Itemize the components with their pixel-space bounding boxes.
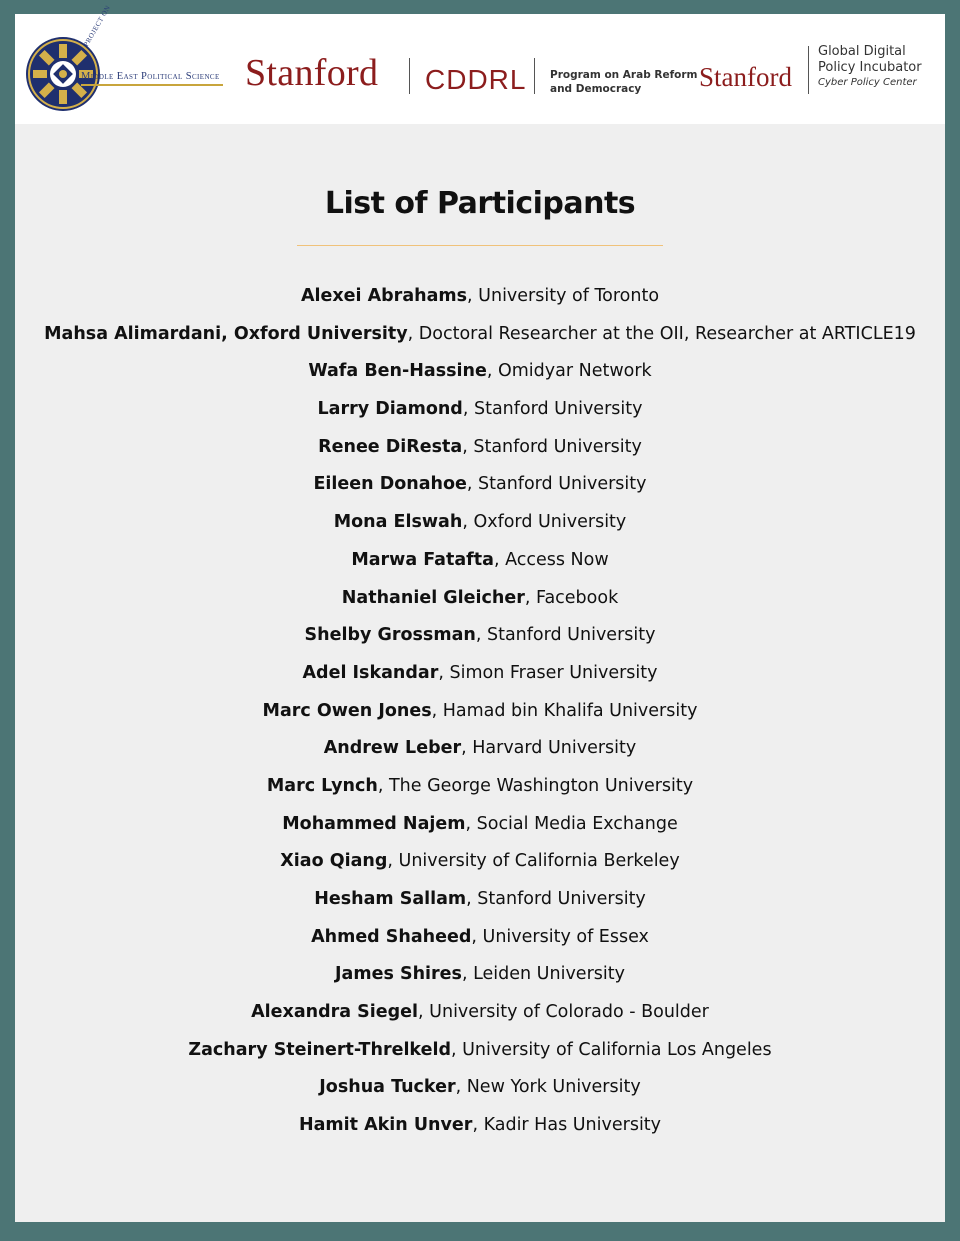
logo-divider <box>534 58 535 94</box>
participant-item <box>15 359 945 397</box>
parp-line-2: and Democracy <box>550 83 642 95</box>
gdpi-line-3: Cyber Policy Center <box>818 77 917 88</box>
parp-line-1: Program on Arab Reform <box>550 69 698 81</box>
participant-name: Adel Iskandar <box>302 662 439 683</box>
participant-affiliation: , Facebook <box>524 587 619 608</box>
participant-name: Ahmed Shaheed <box>311 926 472 947</box>
participant-item <box>15 510 945 548</box>
participant-name: Eileen Donahoe <box>313 474 467 495</box>
participant-item <box>15 322 945 360</box>
participant-name: Wafa Ben-Hassine <box>308 361 487 382</box>
pomeps-project-on: PROJECT ON <box>82 3 113 48</box>
participant-affiliation: , Oxford University <box>462 512 627 533</box>
pomeps-underline <box>81 84 223 86</box>
logo-divider <box>808 46 809 94</box>
participant-affiliation: , University of California Los Angeles <box>451 1039 772 1060</box>
participant-name: Alexandra Siegel <box>251 1002 419 1023</box>
participant-item <box>15 887 945 925</box>
participant-item <box>15 925 945 963</box>
participant-name: Hamit Akin Unver <box>298 1115 473 1136</box>
stanford-wordmark: Stanford <box>245 52 379 94</box>
participant-item <box>15 849 945 887</box>
gdpi-line-2: Policy Incubator <box>818 60 922 75</box>
participant-name: Mona Elswah <box>333 512 463 533</box>
participant-item <box>15 586 945 624</box>
participant-list <box>15 284 945 1151</box>
participant-name: James Shires <box>335 964 462 985</box>
title-divider <box>297 245 663 246</box>
participant-name: Mahsa Alimardani, Oxford University <box>44 323 408 344</box>
pomeps-name: Middle East Political Science <box>81 71 220 82</box>
participant-name: Shelby Grossman <box>304 625 476 646</box>
header-logo-bar <box>15 3 945 124</box>
participant-affiliation: , University of Essex <box>471 926 649 947</box>
participant-name: Alexei Abrahams <box>300 286 468 306</box>
participant-item <box>15 1113 945 1151</box>
participant-affiliation: , University of Toronto <box>467 286 660 306</box>
participant-name: Renee DiResta <box>318 436 463 457</box>
participant-name: Marc Owen Jones <box>262 700 432 721</box>
participant-affiliation: , Access Now <box>493 549 609 570</box>
participant-affiliation: , Hamad bin Khalifa University <box>431 700 698 721</box>
participant-item <box>15 699 945 737</box>
participant-item <box>15 1075 945 1113</box>
logo-divider <box>409 58 410 94</box>
participant-name: Joshua Tucker <box>319 1077 456 1098</box>
participant-name: Nathaniel Gleicher <box>341 587 525 608</box>
participant-name: Mohammed Najem <box>282 813 466 834</box>
participant-affiliation: , University of Colorado - Boulder <box>418 1002 709 1023</box>
gdpi-line-1: Global Digital <box>818 44 906 59</box>
participant-affiliation: , Stanford University <box>466 889 646 909</box>
participant-item <box>15 623 945 661</box>
participant-affiliation: , Omidyar Network <box>486 361 652 382</box>
participant-name: Xiao Qiang <box>280 851 388 872</box>
participant-affiliation: , Leiden University <box>461 964 625 985</box>
participant-name: Larry Diamond <box>317 399 463 420</box>
participant-affiliation: , Doctoral Researcher at the OII, Researcher at ARTICLE19 <box>407 323 916 344</box>
participant-affiliation: , Social Media Exchange <box>465 813 678 834</box>
participant-affiliation: , Simon Fraser University <box>438 662 658 683</box>
participant-name: Andrew Leber <box>323 738 462 759</box>
participant-name: Hesham Sallam <box>314 889 467 909</box>
participant-affiliation: , New York University <box>455 1077 641 1098</box>
stanford-wordmark-2: Stanford <box>699 62 792 92</box>
participant-affiliation: , Stanford University <box>466 474 647 495</box>
participant-name: Marwa Fatafta <box>351 549 494 570</box>
participant-item <box>15 962 945 1000</box>
gdpi-logo <box>818 44 922 90</box>
participant-item <box>15 774 945 812</box>
participant-affiliation: , Harvard University <box>461 738 637 759</box>
page-title: List of Participants <box>324 186 636 221</box>
participant-item <box>15 548 945 586</box>
participant-item <box>15 397 945 435</box>
participant-affiliation: , University of California Berkeley <box>387 851 680 872</box>
pomeps-logo <box>23 3 223 114</box>
participant-item <box>15 472 945 510</box>
participant-name: Zachary Steinert-Threlkeld <box>188 1039 451 1060</box>
participant-item <box>15 736 945 774</box>
participant-affiliation: , Stanford University <box>475 625 656 646</box>
parp-logo <box>550 68 697 96</box>
participant-item <box>15 812 945 850</box>
document-page <box>15 3 945 1222</box>
participant-affiliation: , Stanford University <box>462 436 642 457</box>
participant-affiliation: , Kadir Has University <box>472 1115 662 1136</box>
participant-item <box>15 1038 945 1076</box>
cddrl-logo: CDDRL <box>425 64 527 95</box>
participant-item <box>15 284 945 322</box>
participant-name: Marc Lynch <box>266 775 378 796</box>
participant-item <box>15 435 945 473</box>
participant-item <box>15 661 945 699</box>
participant-affiliation: , The George Washington University <box>377 775 694 796</box>
participant-affiliation: , Stanford University <box>462 399 643 420</box>
participant-item <box>15 1000 945 1038</box>
